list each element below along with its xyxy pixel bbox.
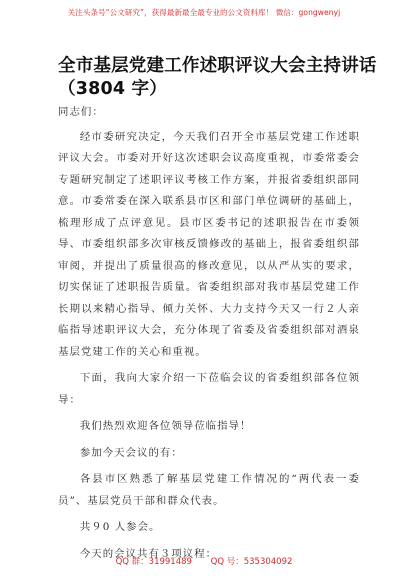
document-body	[58, 102, 360, 565]
paragraph: 今天的会议共有３项议程：	[79, 547, 218, 560]
paragraph: 参加今天会议的有：	[79, 446, 183, 459]
paragraph: 经市委研究决定，今天我们召开全市基层党建工作述职评议大会。市委对开好这次述职会议高度重视，市委常委会专题研究制定了述职评议考核工作方案，并报省委组织部同意。市委常委在深入联系县市区和部门单位调研的基础上，梳理形成了点评意见。县市区委书记的述职报告在市委领导、市委组织部多次审核反馈修改的基础上，报省委组织部审阅，并提出了质量很高的修改意见，以从严从实的要求，切实保证了述职报告质量。省委组织部对我市基层党建工作长期以来精心指导、倾力关怀、大力支持今天又一行２人亲临指导述职评议大会，充分体现了省委及省委组织部对酒泉基层党建工作的关心和重视。	[58, 130, 360, 358]
paragraph: 我们热烈欢迎各位领导莅临指导！	[79, 420, 252, 432]
title-line-1: 全市基层党建工作述职评议大会主持讲话	[58, 56, 377, 76]
salutation: 同志们：	[58, 106, 104, 118]
footer-qq-number: QQ 号：535304092	[210, 557, 293, 567]
document-title	[58, 55, 378, 101]
paragraph: 各县市区熟悉了解基层党建工作情况的“两代表一委员”、基层党员干部和群众代表。	[58, 473, 360, 507]
paragraph: 下面，我向大家介绍一下莅临会议的省委组织部各位领导：	[58, 372, 360, 406]
header-banner: 关注头条号“公文研究”，获得最新最全最专业的公文资料库！ 微信：gongwenyj	[67, 8, 341, 17]
footer-contact	[0, 555, 408, 567]
paragraph: 共９0 人参会。	[79, 521, 161, 533]
footer-qq-group: QQ 群：31991489	[115, 557, 192, 567]
title-line-2: （3804 字）	[58, 79, 167, 99]
